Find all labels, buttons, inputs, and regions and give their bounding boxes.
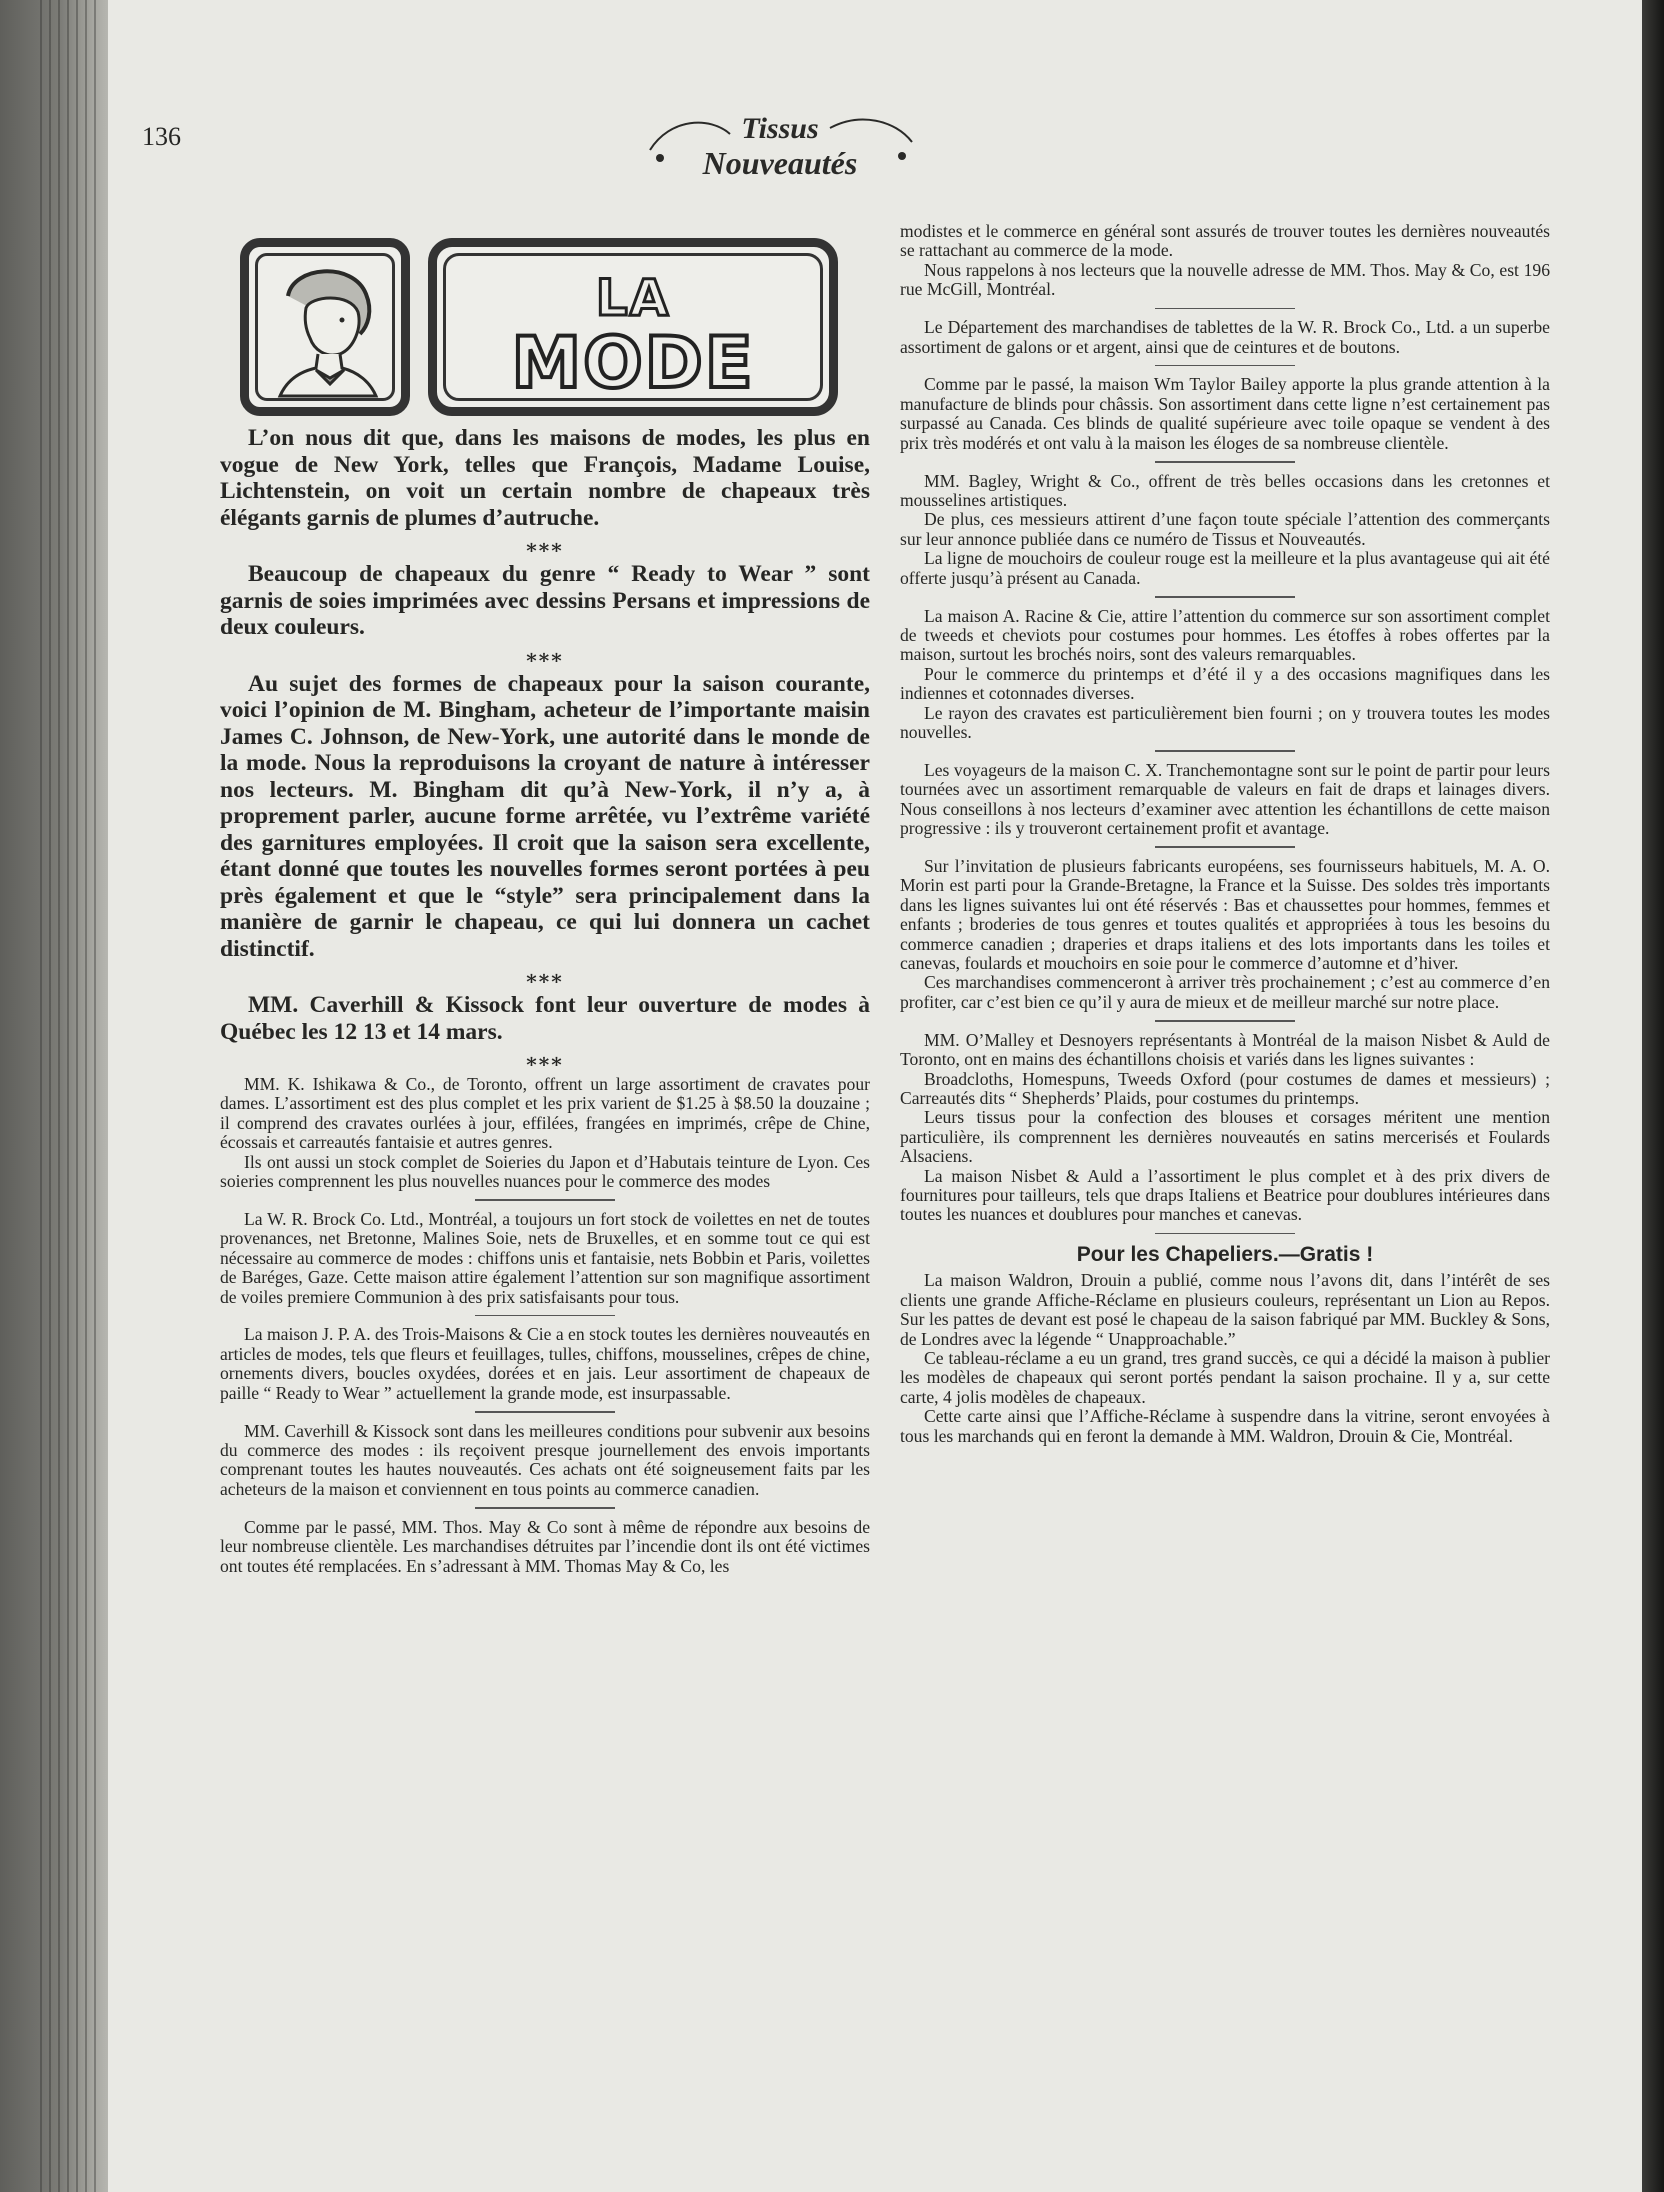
paragraph: Nous rappelons à nos lecteurs que la nouvelle adresse de MM. Thos. May & Co, est 196 rue McGill, Montréal. xyxy=(900,259,1550,300)
divider xyxy=(1155,596,1295,598)
paragraph: La maison A. Racine & Cie, attire l’attention du commerce sur son assortiment complet de tweeds et cheviots pour costumes pour hommes. Les étoffes à robes offertes par la maison, surtout les brochés noirs, sont des valeurs remarquables. xyxy=(900,605,1550,665)
paragraph: MM. K. Ishikawa & Co., de Toronto, offrent un large assortiment de cravates pour dames. L’assortiment est des plus complet et les prix varient de $1.25 à $8.50 la douzaine ; il comprend des cravates ourlées à jour, effilées, frangées en imprimés, crêpe de Chine, écossais et carreautés fantaisie et autres genres. xyxy=(220,1074,870,1153)
paragraph: Les voyageurs de la maison C. X. Tranchemontagne sont sur le point de partir pour leurs tournées avec un assortiment remarquable de valeurs en fait de draps et lainages divers. Nous conseillons à nos lecteurs d’examiner avec attention les échantillons de cette maison progressive : ils y trouveront certainement profit et avantage. xyxy=(900,759,1550,839)
paragraph: Ce tableau-réclame a eu un grand, tres grand succès, ce qui a décidé la maison à publier les modèles de chapeaux qui seront portés pendant la saison prochaine. Il y a, sur cette carte, 4 jolis modèles de chapeaux. xyxy=(900,1347,1550,1407)
paragraph: Au sujet des formes de chapeaux pour la saison courante, voici l’opinion de M. Bingham, acheteur de l’importante maisin James C. Johnson, de New-York, une autorité dans le monde de la mode. Nous la reproduisons la croyant de nature à intéresser nos lecteurs. M. Bingham dit qu’à New-York, il n’y a, à proprement parler, aucune forme arrêtée, vu l’extrême variété des garnitures employées. Il croit que la saison sera excellente, étant donné que toutes les nouvelles formes seront portées à peu près également et que le “style” sera principalement dans la manière de garnir le chapeau, ce qui lui donnera un cachet distinctif. xyxy=(220,670,870,962)
paragraph: Broadcloths, Homespuns, Tweeds Oxford (pour costumes de dames et messieurs) ; Carreautés dits “ Shepherds’ Plaids, pour costumes du printemps. xyxy=(900,1068,1550,1108)
asterism-divider: ⁎⁎⁎ xyxy=(526,644,564,667)
divider xyxy=(475,1507,615,1509)
page-edges xyxy=(40,0,100,2192)
paragraph: Pour le commerce du printemps et d’été il y a des occasions magnifiques dans les indiennes et cotonnades diverses. xyxy=(900,663,1550,704)
paragraph: MM. Bagley, Wright & Co., offrent de très belles occasions dans les cretonnes et mousselines artistiques. xyxy=(900,470,1550,510)
paragraph: Sur l’invitation de plusieurs fabricants européens, ses fournisseurs habituels, M. A. O. Morin est parti pour la Grande-Bretagne, la France et la Suisse. Des soldes très importants dans les lignes suivantes lui ont été réservés : Bas et chaussettes pour hommes, femmes et enfants ; broderies de tous genres et toutes qualités et appropriées à tous les besoins du commerce canadien ; draperies et draps italiens et des lots importants dans les toiles et canevas, foulards et mouchoirs en soie pour le commerce d’automne et d’hiver. xyxy=(900,855,1550,973)
divider xyxy=(475,1411,615,1413)
left-column xyxy=(220,425,870,1576)
book-spine xyxy=(0,0,110,2192)
paragraph: La maison J. P. A. des Trois-Maisons & Cie a en stock toutes les dernières nouveautés en articles de modes, tels que fleurs et feuillages, tulles, chiffons, mousselines, crêpes de chine, ornements divers, boucles oxydées, dorées et en jais. Leur assortiment de chapeaux de paille “ Ready to Wear ” actuellement la grande mode, est insurpassable. xyxy=(220,1324,870,1403)
paragraph: La maison Nisbet & Auld a l’assortiment le plus complet et à des prix divers de fournitures pour tailleurs, tels que draps Italiens et Beatrice pour doublures intérieures dans toutes les nuances et doublures pour manches et canevas. xyxy=(900,1165,1550,1225)
paragraph: Le rayon des cravates est particulièrement bien fourni ; on y trouvera toutes les modes nouvelles. xyxy=(900,702,1550,742)
paragraph: Cette carte ainsi que l’Affiche-Réclame à suspendre dans la vitrine, seront envoyées à tous les marchands qui en feront la demande à MM. Waldron, Drouin & Cie, Montréal. xyxy=(900,1406,1550,1446)
paragraph: La ligne de mouchoirs de couleur rouge est la meilleure et la plus avantageuse qui ait été offerte jusqu’à présent au Canada. xyxy=(900,548,1550,588)
divider xyxy=(1155,308,1295,310)
asterism-divider: ⁎⁎⁎ xyxy=(526,966,564,988)
masthead-logo xyxy=(640,98,920,188)
page-number: 136 xyxy=(142,122,181,151)
paragraph: Comme par le passé, la maison Wm Taylor Bailey apporte la plus grande attention à la manufacture de blinds pour châssis. Son assortiment dans cette ligne n’est certainement pas surpassé au Canada. Ces blinds de qualité supérieure avec toile opaque se vendent à des prix très modérés et ont valu à la maison les éloges de sa nombreuse clientèle. xyxy=(900,374,1550,453)
paragraph: La W. R. Brock Co. Ltd., Montréal, a toujours un fort stock de voilettes en net de toutes provenances, net Bretonne, Malines Soie, nets de Bruxelles, et en somme tout ce qui est nécessaire au commerce de modes : chiffons unis et fantaisie, nets Bobbin et Paris, voilettes de Baréges, Gaze. Cette maison attire également l’attention sur son magnifique assortiment de voiles premiere Communion à des prix satisfaisants pour tous. xyxy=(220,1208,870,1307)
paragraph: MM. O’Malley et Desnoyers représentants à Montréal de la maison Nisbet & Auld de Toronto, ont en mains des échantillons choisis et variés dans les lignes suivantes : xyxy=(900,1029,1550,1070)
divider xyxy=(475,1199,615,1201)
paragraph: De plus, ces messieurs attirent d’une façon toute spéciale l’attention des commerçants sur leur annonce publiée dans ce numéro de Tissus et Nouveautés. xyxy=(900,509,1550,549)
masthead-line2: Nouveautés xyxy=(702,145,858,181)
paragraph: Le Département des marchandises de tablettes de la W. R. Brock Co., Ltd. a un superbe assortiment de galons or et argent, ainsi que de ceintures et de boutons. xyxy=(900,317,1550,357)
section-heading: Pour les Chapeliers.—Gratis ! xyxy=(1076,1243,1374,1267)
banner-mode: MODE xyxy=(511,322,755,404)
divider xyxy=(1155,365,1295,367)
asterism-divider: ⁎⁎⁎ xyxy=(526,535,564,557)
la-mode-banner xyxy=(240,238,840,420)
title-frame xyxy=(428,238,838,416)
divider xyxy=(1155,846,1295,848)
paragraph: Comme par le passé, MM. Thos. May & Co sont à même de répondre aux besoins de leur nombreuse clientèle. Les marchandises détruites par l’incendie dont ils ont été victimes ont toutes été remplacées. En s’adressant à MM. Thomas May & Co, les xyxy=(220,1516,870,1576)
paragraph: modistes et le commerce en général sont assurés de trouver toutes les dernières nouveautés se rattachant au commerce de la mode. xyxy=(900,221,1550,261)
paragraph: L’on nous dit que, dans les maisons de modes, les plus en vogue de New York, telles que François, Madame Louise, Lichtenstein, on voit un certain nombre de chapeaux très élégants garnis de plumes d’autruche. xyxy=(220,425,870,531)
paragraph: MM. Caverhill & Kissock font leur ouverture de modes à Québec les 12 13 et 14 mars. xyxy=(220,992,870,1045)
paragraph: Ces marchandises commenceront à arriver très prochainement ; c’est au commerce d’en profiter, car c’est bien ce qu’il y aura de mieux et de meilleur marché sur notre place. xyxy=(900,972,1550,1012)
woman-portrait-illustration xyxy=(258,256,398,404)
paragraph: Leurs tissus pour la confection des blouses et corsages méritent une mention particulière, ils comprennent les dernières nouveautés en satins mercerisés et Foulards Alsaciens. xyxy=(900,1107,1550,1167)
right-column xyxy=(900,222,1550,1446)
portrait-frame xyxy=(240,238,410,416)
paragraph: MM. Caverhill & Kissock sont dans les meilleures conditions pour subvenir aux besoins du commerce des modes : ils reçoivent presque journellement des envois importants comprenant toutes les hautes nouveautés. Ces achats ont été soigneusement faits par les acheteurs de la maison et conviennent en tous points au commerce canadien. xyxy=(220,1420,870,1499)
paragraph: La maison Waldron, Drouin a publié, comme nous l’avons dit, dans l’intérêt de ses clients une grande Affiche-Réclame en plusieurs couleurs, représentant un Lion au Repos. Sur les pattes de devant est posé le chapeau de la saison fabriqué par MM. Buckley & Sons, de Londres avec la légende “ Unapproachable.” xyxy=(900,1270,1550,1349)
banner-la: LA xyxy=(595,269,671,327)
masthead-line1: Tissus xyxy=(741,112,819,145)
divider xyxy=(1155,750,1295,752)
divider xyxy=(1155,461,1295,463)
book-edge xyxy=(1642,0,1664,2192)
asterism-divider: ⁎⁎⁎ xyxy=(526,1049,564,1071)
divider xyxy=(1155,1233,1295,1235)
paragraph: Ils ont aussi un stock complet de Soieries du Japon et d’Habutais teinture de Lyon. Ces soieries comprennent les plus nouvelles nuances pour le commerce des modes xyxy=(220,1151,870,1192)
divider xyxy=(475,1315,615,1317)
paragraph: Beaucoup de chapeaux du genre “ Ready to Wear ” sont garnis de soies imprimées avec dessins Persans et impressions de deux couleurs. xyxy=(220,561,870,640)
divider xyxy=(1155,1020,1295,1022)
